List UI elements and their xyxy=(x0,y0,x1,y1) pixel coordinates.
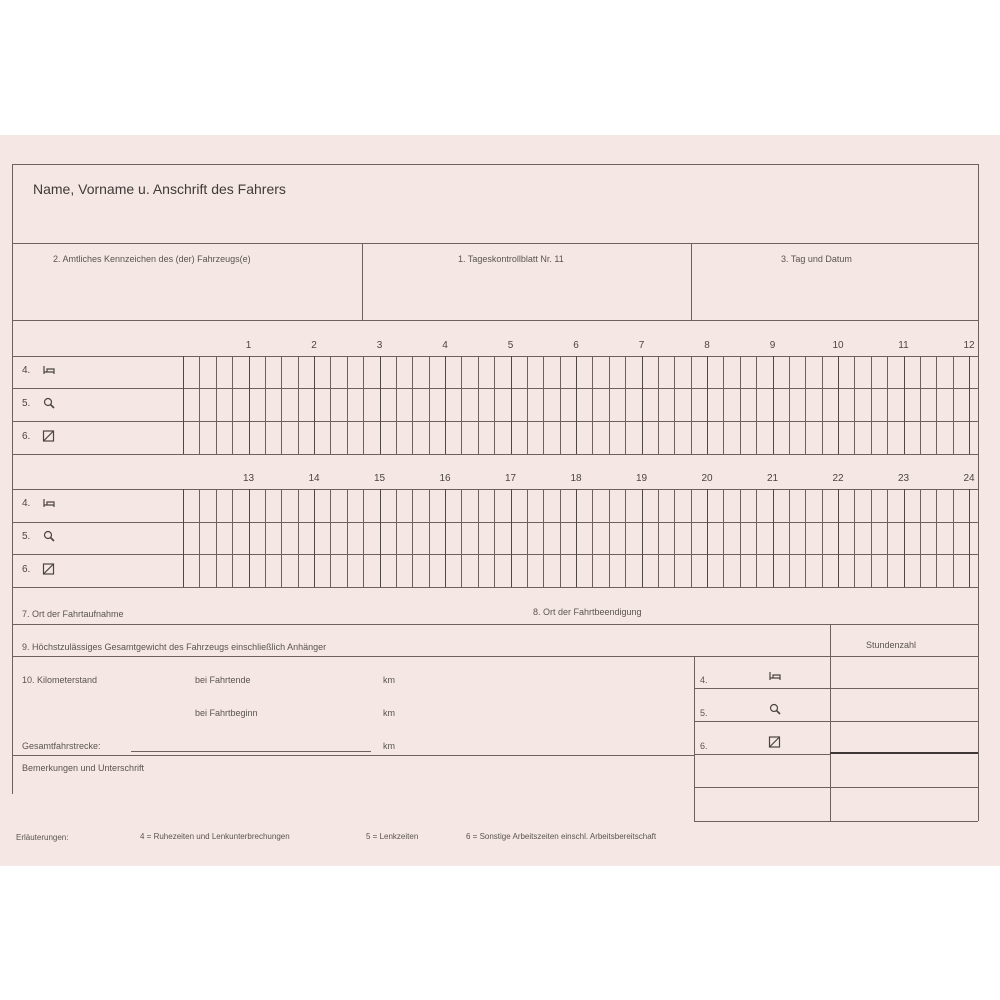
remarks-signature-label: Bemerkungen und Unterschrift xyxy=(22,763,145,773)
grid-line xyxy=(363,356,364,454)
grid-line xyxy=(658,489,659,587)
other-work-icon xyxy=(42,430,56,442)
hour-label-10: 10 xyxy=(832,340,844,351)
frame-left xyxy=(12,164,13,794)
frame-right xyxy=(978,164,979,794)
hour-label-1: 1 xyxy=(245,340,252,351)
grid-line xyxy=(380,356,381,454)
hours-count-header: Stundenzahl xyxy=(866,640,917,650)
grid-line xyxy=(969,489,970,587)
grid-line xyxy=(199,489,200,587)
grid-line xyxy=(330,489,331,587)
grid-line xyxy=(887,489,888,587)
activity-row-number: 4. xyxy=(22,497,31,509)
grid-line xyxy=(494,489,495,587)
hour-label-14: 14 xyxy=(308,473,320,484)
grid-line xyxy=(543,356,544,454)
total-distance-label: Gesamtfahrstrecke: xyxy=(22,741,101,751)
legend-driving: 5 = Lenkzeiten xyxy=(366,832,419,841)
grid-line xyxy=(199,356,200,454)
activity-row-number: 4. xyxy=(22,364,31,376)
grid-line xyxy=(904,489,905,587)
hour-label-11: 11 xyxy=(898,340,909,351)
hour-label-2: 2 xyxy=(311,340,317,351)
date-label: 3. Tag und Datum xyxy=(781,254,852,264)
grid-line xyxy=(805,356,806,454)
grid-line xyxy=(854,489,855,587)
grid-line xyxy=(249,489,250,587)
grid-line xyxy=(838,489,839,587)
activity-row-number: 6. xyxy=(22,563,31,575)
odometer-label: 10. Kilometerstand xyxy=(22,675,98,685)
grid-line xyxy=(854,356,855,454)
grid-line xyxy=(723,489,724,587)
grid-line xyxy=(953,489,954,587)
activity-row-number: 6. xyxy=(22,430,31,442)
grid-line xyxy=(789,489,790,587)
grid-line xyxy=(265,489,266,587)
grid-line xyxy=(576,356,577,454)
end-location-label: 8. Ort der Fahrtbeendigung xyxy=(533,607,642,617)
grid-line xyxy=(904,356,905,454)
hour-label-22: 22 xyxy=(832,473,844,484)
activity-row-label xyxy=(22,530,56,542)
hour-label-16: 16 xyxy=(439,473,451,484)
grid-line xyxy=(609,489,610,587)
odometer-end-label: bei Fahrtende xyxy=(195,675,251,685)
odometer-start-label: bei Fahrtbeginn xyxy=(195,708,258,718)
grid-line xyxy=(511,356,512,454)
driver-name-address-label: Name, Vorname u. Anschrift des Fahrers xyxy=(33,181,286,197)
grid-line xyxy=(527,356,528,454)
grid-line xyxy=(871,489,872,587)
grid-line xyxy=(478,356,479,454)
grid-line xyxy=(330,356,331,454)
km-unit-total: km xyxy=(383,741,395,751)
grid-line xyxy=(347,489,348,587)
grid-line xyxy=(691,356,692,454)
grid-line xyxy=(560,489,561,587)
hour-label-23: 23 xyxy=(897,473,910,484)
total-distance-line xyxy=(131,751,371,752)
activity-row-label xyxy=(22,563,56,575)
grid-line xyxy=(298,489,299,587)
grid-line xyxy=(478,489,479,587)
hour-label-3: 3 xyxy=(376,340,383,351)
grid-line xyxy=(805,489,806,587)
steering-wheel-icon xyxy=(42,397,56,409)
grid-line xyxy=(232,356,233,454)
other-work-icon xyxy=(768,736,782,748)
grid-line xyxy=(773,489,774,587)
hour-label-5: 5 xyxy=(507,340,514,351)
grid-line xyxy=(707,489,708,587)
grid-line xyxy=(429,356,430,454)
hour-label-8: 8 xyxy=(704,340,710,351)
grid-line xyxy=(871,356,872,454)
grid-line xyxy=(789,356,790,454)
legend-rest: 4 = Ruhezeiten und Lenkunterbrechungen xyxy=(140,832,290,841)
summary-row-number: 6. xyxy=(700,741,708,751)
grid-line xyxy=(953,356,954,454)
grid-line xyxy=(461,356,462,454)
grid-line xyxy=(756,356,757,454)
steering-wheel-icon xyxy=(42,530,56,542)
driver-log-sheet xyxy=(0,135,1000,866)
grid-line xyxy=(707,356,708,454)
km-unit-start: km xyxy=(383,708,395,718)
grid-line xyxy=(314,489,315,587)
grid-line xyxy=(887,356,888,454)
grid-line xyxy=(642,489,643,587)
hour-label-18: 18 xyxy=(570,473,582,484)
grid-line xyxy=(347,356,348,454)
grid-line xyxy=(281,356,282,454)
grid-line xyxy=(920,489,921,587)
grid-line xyxy=(625,489,626,587)
start-location-label: 7. Ort der Fahrtaufnahme xyxy=(22,609,124,619)
hour-label-20: 20 xyxy=(701,473,713,484)
control-sheet-number-label: 1. Tageskontrollblatt Nr. 11 xyxy=(458,254,564,264)
grid-line xyxy=(543,489,544,587)
grid-line xyxy=(658,356,659,454)
frame-top xyxy=(12,164,978,165)
grid-line xyxy=(527,489,528,587)
grid-line xyxy=(494,356,495,454)
hour-label-4: 4 xyxy=(442,340,448,351)
grid-line xyxy=(445,356,446,454)
activity-row-number: 5. xyxy=(22,530,31,542)
grid-line xyxy=(936,356,937,454)
legend-other-work: 6 = Sonstige Arbeitszeiten einschl. Arbeitsbereitschaft xyxy=(466,832,657,841)
hour-label-12: 12 xyxy=(963,340,975,351)
bed-icon xyxy=(768,670,782,682)
grid-line xyxy=(396,489,397,587)
activity-row-number: 5. xyxy=(22,397,31,409)
grid-line xyxy=(592,356,593,454)
grid-line xyxy=(412,356,413,454)
max-weight-label: 9. Höchstzulässiges Gesamtgewicht des Fahrzeugs einschließlich Anhänger xyxy=(22,642,327,652)
grid-line xyxy=(429,489,430,587)
other-work-icon xyxy=(42,563,56,575)
activity-row-label xyxy=(22,397,56,409)
grid-line xyxy=(314,356,315,454)
grid-line xyxy=(216,356,217,454)
grid-line xyxy=(773,356,774,454)
grid-line xyxy=(396,356,397,454)
grid-line xyxy=(642,356,643,454)
bed-icon xyxy=(42,497,56,509)
grid-line xyxy=(298,356,299,454)
grid-line xyxy=(822,489,823,587)
hour-label-6: 6 xyxy=(573,340,579,351)
steering-wheel-icon xyxy=(768,703,782,715)
grid-line xyxy=(249,356,250,454)
activity-row-label xyxy=(22,497,56,509)
grid-line xyxy=(625,356,626,454)
activity-row-label xyxy=(22,364,56,376)
bed-icon xyxy=(42,364,56,376)
hour-label-19: 19 xyxy=(635,473,648,484)
hour-label-17: 17 xyxy=(504,473,517,484)
hour-label-21: 21 xyxy=(766,473,779,484)
grid-line xyxy=(969,356,970,454)
grid-line xyxy=(183,489,184,587)
grid-line xyxy=(592,489,593,587)
grid-line xyxy=(363,489,364,587)
grid-line xyxy=(380,489,381,587)
grid-line xyxy=(183,356,184,454)
grid-line xyxy=(609,356,610,454)
activity-row-label xyxy=(22,430,56,442)
grid-line xyxy=(740,356,741,454)
summary-row-number: 5. xyxy=(700,708,708,718)
grid-line xyxy=(560,356,561,454)
grid-line xyxy=(265,356,266,454)
hour-label-9: 9 xyxy=(769,340,776,351)
grid-line xyxy=(740,489,741,587)
km-unit-end: km xyxy=(383,675,395,685)
grid-line xyxy=(822,356,823,454)
grid-line xyxy=(674,356,675,454)
hour-label-13: 13 xyxy=(242,473,255,484)
summary-row-number: 4. xyxy=(700,675,708,685)
grid-line xyxy=(691,489,692,587)
legend-label: Erläuterungen: xyxy=(16,833,69,842)
hour-label-15: 15 xyxy=(373,473,386,484)
vehicle-plate-label: 2. Amtliches Kennzeichen des (der) Fahrzeugs(e) xyxy=(53,254,251,264)
grid-line xyxy=(756,489,757,587)
grid-line xyxy=(511,489,512,587)
grid-line xyxy=(838,356,839,454)
grid-line xyxy=(412,489,413,587)
grid-line xyxy=(232,489,233,587)
grid-line xyxy=(723,356,724,454)
grid-line xyxy=(920,356,921,454)
grid-line xyxy=(461,489,462,587)
grid-line xyxy=(281,489,282,587)
grid-line xyxy=(216,489,217,587)
grid-line xyxy=(576,489,577,587)
grid-line xyxy=(936,489,937,587)
grid-line xyxy=(445,489,446,587)
hour-label-7: 7 xyxy=(638,340,645,351)
hour-label-24: 24 xyxy=(963,473,975,484)
grid-line xyxy=(674,489,675,587)
